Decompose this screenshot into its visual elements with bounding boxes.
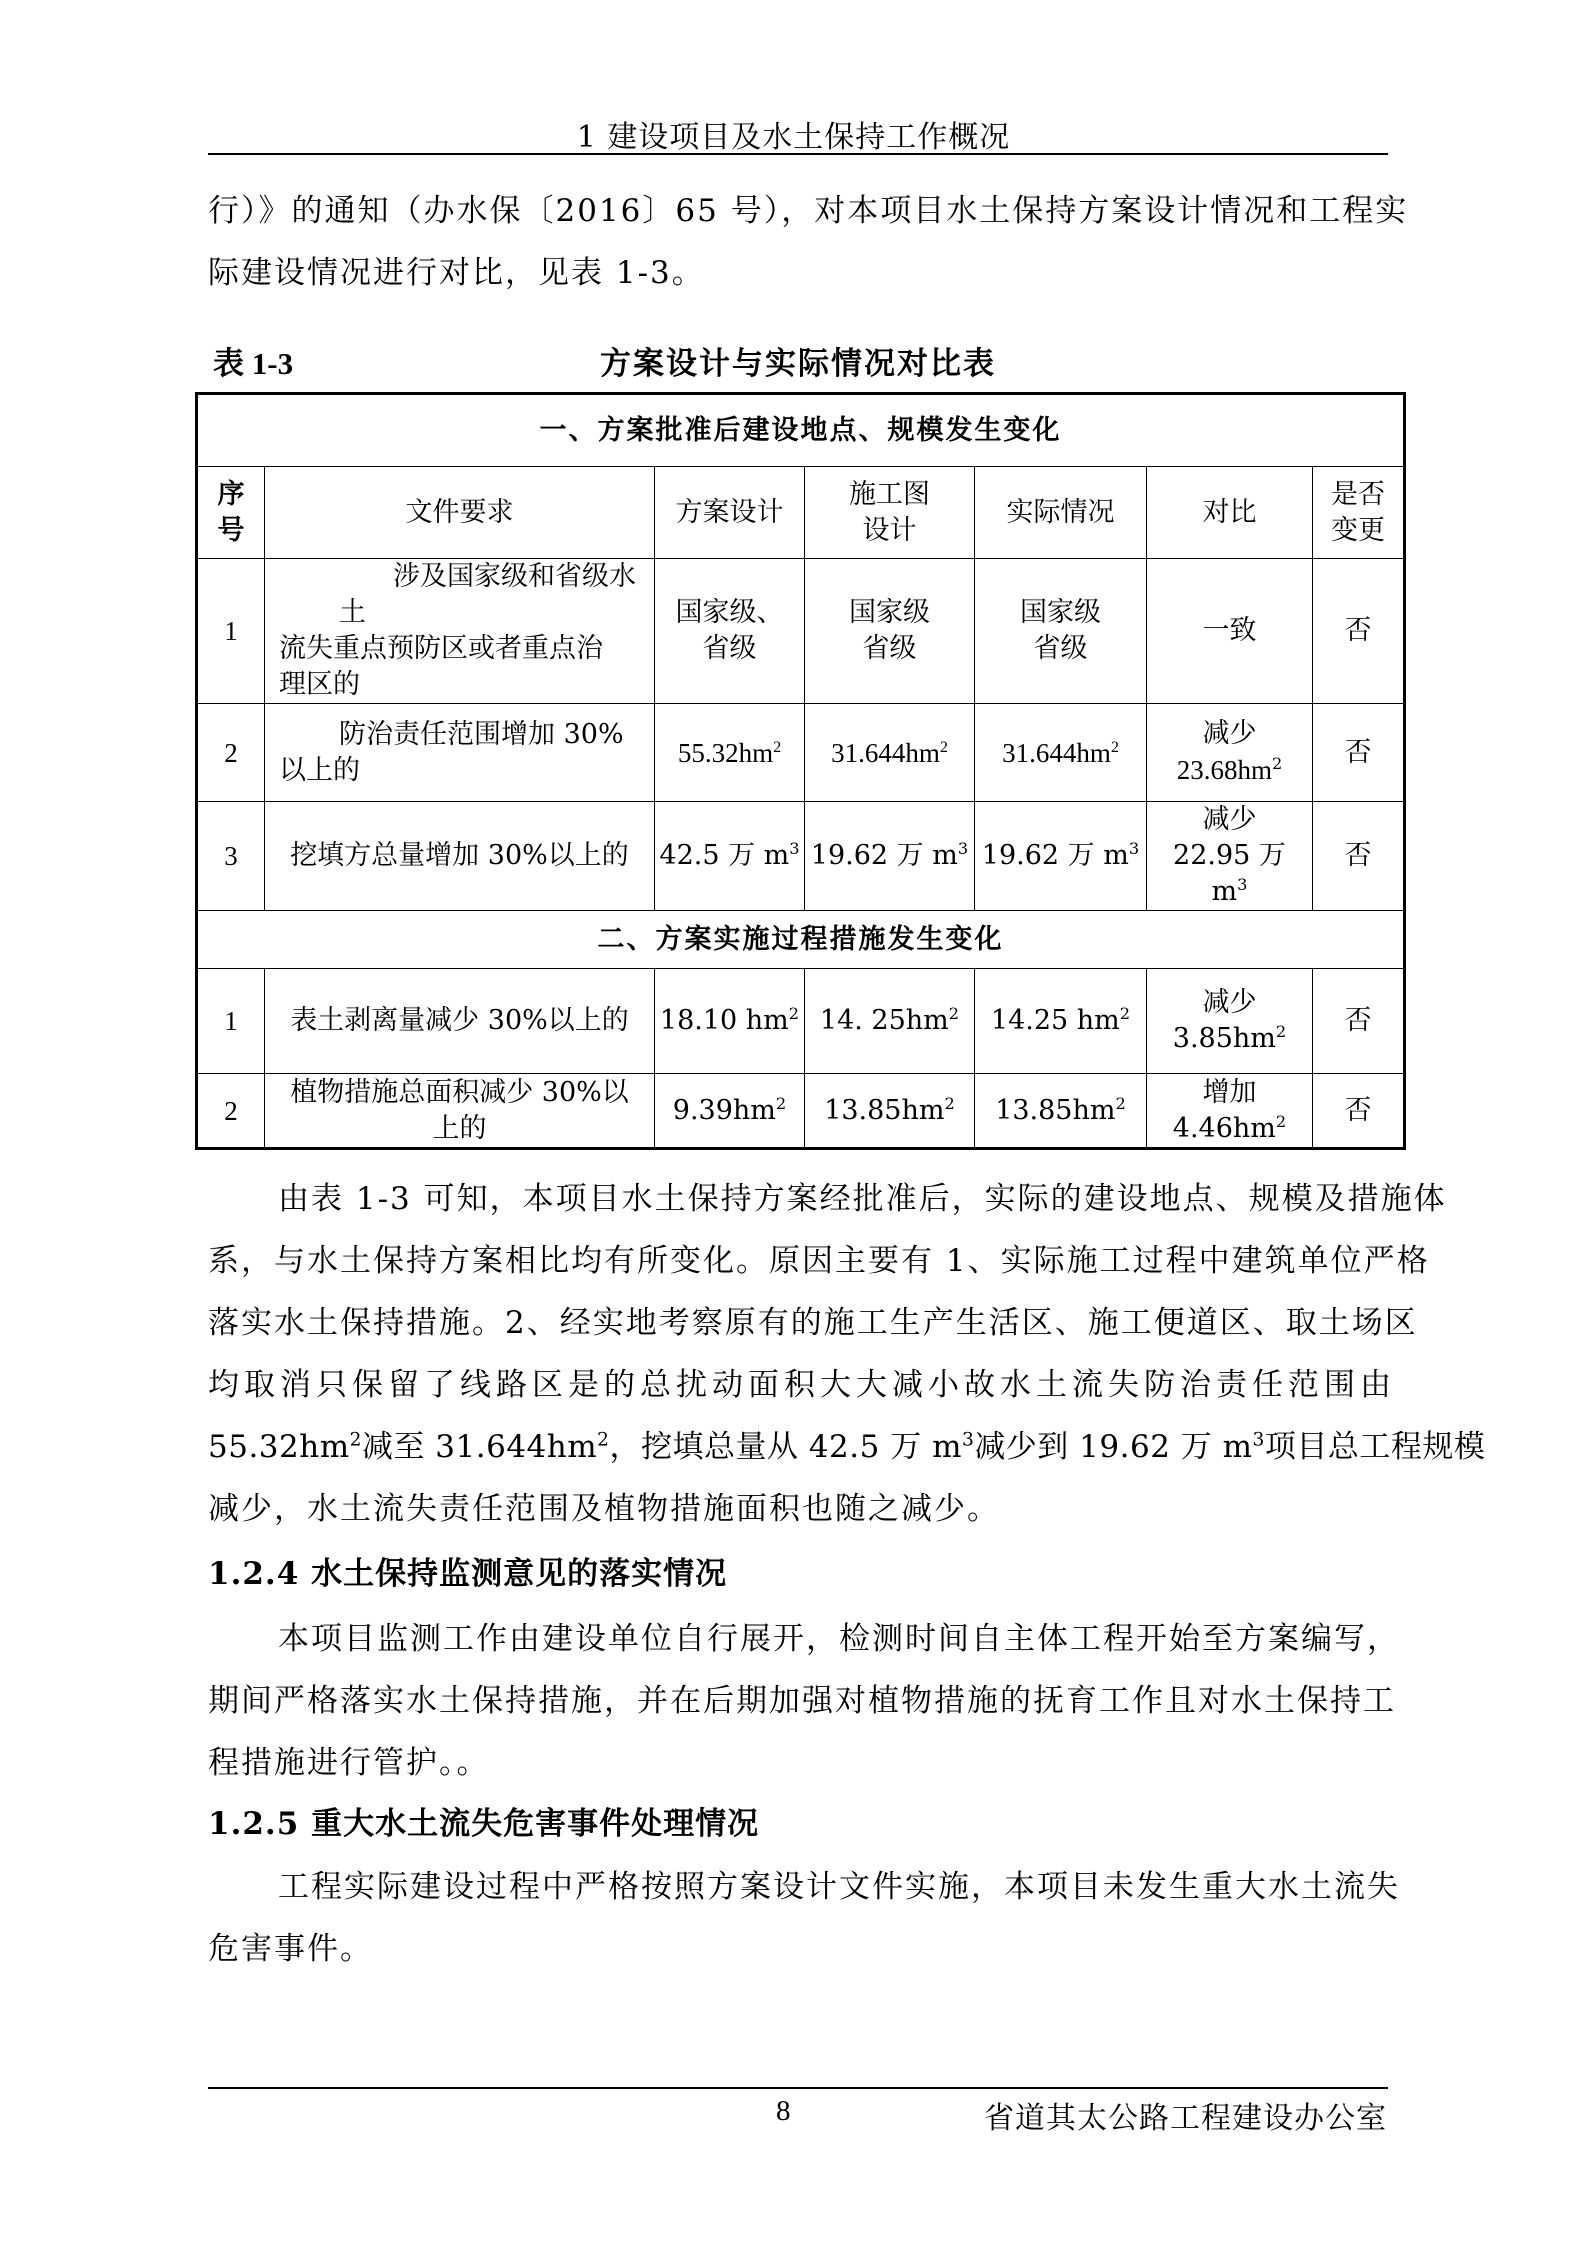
section-row-2: [197, 911, 1405, 969]
section-heading-1-2-4: 1.2.4 水土保持监测意见的落实情况: [208, 1556, 728, 1592]
header-drawing: 施工图 设计: [805, 467, 975, 559]
header-actual: 实际情况: [975, 467, 1147, 559]
table-row: 2 植物措施总面积减少 30%以 上的 $9.39hm^2$ $13.85hm^2$ $13.85hm^2$ 增加 $4.46hm^2$ 否: [197, 1074, 1405, 1149]
intro-line-1: 行）》的通知（办水保〔2016〕65 号），对本项目水土保持方案设计情况和工程实: [208, 193, 1409, 229]
header-plan: 方案设计: [655, 467, 805, 559]
section-heading-1-2-5: 1.2.5 重大水土流失危害事件处理情况: [208, 1806, 760, 1842]
table-row: 2 防治责任范围增加 30% 以上的 $55.32hm^2$ $31.644hm^2$ $31.644hm^2$ 减少 $23.68hm^2$ 否: [197, 704, 1405, 802]
section-row-1: [197, 394, 1405, 467]
requirement-cell: 防治责任范围增加 30% 以上的: [265, 704, 655, 802]
table-row: 3 挖填方总量增加 30%以上的 42.5 万 $m^3$ 19.62 万 $m^3$ 19.62 万 $m^3$ 减少 22.95 万 $m^3$ 否: [197, 802, 1405, 911]
table-row: 1 涉及国家级和省级水土 流失重点预防区或者重点治 理区的 国家级、 省级 国家级 省级 国家级 省级 一致 否: [197, 559, 1405, 704]
s125-paragraph: 工程实际建设过程中严格按照方案设计文件实施，本项目未发生重大水土流失 危害事件。: [208, 1869, 1400, 1967]
intro-line-2: 际建设情况进行对比，见表 1-3。: [208, 255, 705, 291]
table-caption: [208, 330, 1388, 380]
intro-paragraph: [208, 180, 1409, 304]
analysis-line-5: $55.32hm^2$减至 $31.644hm^2$，挖填总量从 42.5 万 $m^3$减少到 19.62 万 $m^3$项目总工程规模: [208, 1429, 1486, 1465]
s124-paragraph: 本项目监测工作由建设单位自行展开，检测时间自主体工程开始至方案编写， 期间严格落实水土保持措施，并在后期加强对植物措施的抚育工作且对水土保持工 程措施进行管护。。: [208, 1621, 1400, 1781]
comparison-table: [195, 392, 1406, 1150]
requirement-cell: 植物措施总面积减少 30%以 上的: [265, 1074, 655, 1149]
running-header: 1 建设项目及水土保持工作概况: [576, 120, 1011, 155]
footer-organization: 省道其太公路工程建设办公室: [984, 2101, 1387, 2136]
header-seq: 序 号: [197, 467, 265, 559]
table-title: 方案设计与实际情况对比表: [600, 346, 996, 382]
requirement-cell: 涉及国家级和省级水土 流失重点预防区或者重点治 理区的: [265, 559, 655, 704]
header-changed: 是否 变更: [1313, 467, 1405, 559]
table-row: 1 表土剥离量减少 30%以上的 18.10 $hm^2$ 14. $25hm^2$ 14.25 $hm^2$ 减少 $3.85hm^2$ 否: [197, 969, 1405, 1074]
requirement-cell: 挖填方总量增加 30%以上的: [265, 802, 655, 911]
header-compare: 对比: [1147, 467, 1313, 559]
section-title-2: 二、方案实施过程措施发生变化: [197, 911, 1405, 969]
table-number: 表 1-3: [213, 346, 294, 381]
requirement-cell: 表土剥离量减少 30%以上的: [265, 969, 655, 1074]
analysis-paragraph: 由表 1-3 可知，本项目水土保持方案经批准后，实际的建设地点、规模及措施体 系，与水土保持方案相比均有所变化。原因主要有 1、实际施工过程中建筑单位严格 落实水土保持措施。2、经实地考察原有的施工生产生活区、施工便道区、取土场区 均取消只保留了线路区是的总扰动面积大大减小故水土流失防治责任范围由 $55.32hm^2$减至 $31.644hm^2$，挖填总量从 42.5 万 $m^3$减少到 19.62 万 $m^3$项目总工程规模 减少，水土流失责任范围及植物措施面积也随之减少。: [208, 1181, 1486, 1527]
header-row: [197, 467, 1405, 559]
header-rule: [208, 153, 1388, 155]
header-requirement: 文件要求: [265, 467, 655, 559]
page-number: 8: [776, 2095, 791, 2127]
section-title-1: 一、方案批准后建设地点、规模发生变化: [197, 394, 1405, 467]
footer-rule: [208, 2087, 1388, 2089]
